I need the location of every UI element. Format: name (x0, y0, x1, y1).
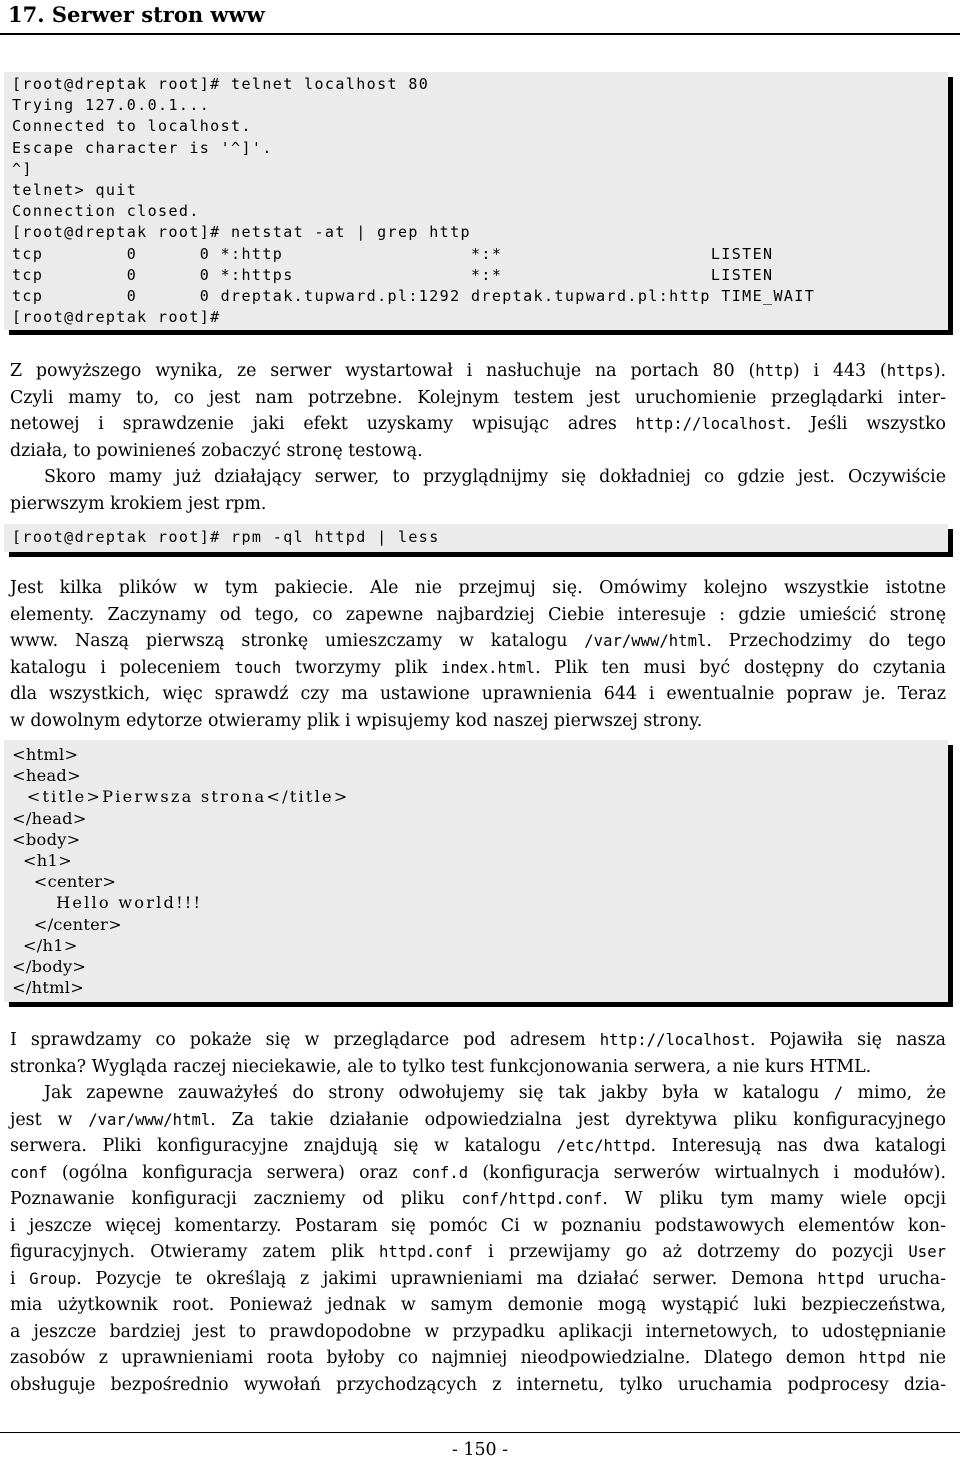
code-line: Connection closed. (12, 202, 200, 221)
text-line: Z powyższego wynika, ze serwer wystartował i nasłuchuje na portach 80 (http) i 443 (https). (10, 361, 947, 381)
text-line: Czyli mamy to, co jest nam potrzebne. Kolejnym testem jest uruchomienie przeglądarki inter- (10, 387, 946, 408)
paragraph-netstat-result (10, 358, 946, 464)
text-line: pierwszym krokiem jest rpm. (10, 493, 267, 514)
code-line: </head> (12, 808, 87, 828)
text-line: conf (ogólna konfiguracja serwera) oraz conf.d (konfiguracja serwerów wirtualnych i modułów). (10, 1162, 946, 1183)
text-line: i Group. Pozycje te określają z jakimi uprawnieniami ma działać serwer. Demona httpd urucha- (10, 1268, 946, 1289)
code-line: Hello world!!! (12, 893, 203, 913)
code-line: <h1> (12, 851, 72, 871)
text-line: jest w /var/www/html. Za takie działanie odpowiedzialna jest dyrektywa pliku konfiguracyjnego (10, 1109, 946, 1130)
code-line: [root@dreptak root]# netstat -at | grep http (12, 223, 471, 242)
code-line: tcp 0 0 *:https *:* LISTEN (12, 265, 774, 284)
code-line: <html> (12, 745, 79, 764)
paragraph-rpm-intro (10, 464, 946, 517)
code-line: <head> (12, 766, 81, 786)
text-line: katalogu i poleceniem touch tworzymy plik index.html. Plik ten musi być dostępny do czytania (10, 657, 947, 678)
text-line: w dowolnym edytorze otwieramy plik i wpisujemy kod naszej pierwszej strony. (10, 710, 703, 731)
text-line: mia użytkownik root. Ponieważ jednak w samym demonie mogą wystąpić luki bezpieczeństwa, (10, 1295, 946, 1315)
text-line: elementy. Zaczynamy od tego, co zapewne najbardziej Ciebie interesuje : gdzie umieścić stronę (10, 604, 946, 625)
code-line: ^] (12, 159, 33, 178)
text-line: Jak zapewne zauważyłeś do strony odwołujemy się tak jakby była w katalogu / mimo, że (44, 1083, 946, 1103)
text-line: i jeszcze więcej komentarzy. Postaram się pomóc Ci w poznaniu podstawowych elementów kon- (10, 1215, 946, 1236)
code-line: Escape character is '^]'. (12, 138, 273, 157)
code-block-telnet (4, 72, 948, 330)
paragraph-localhost-check (10, 1027, 946, 1080)
code-lines (4, 740, 948, 998)
code-line: tcp 0 0 *:http *:* LISTEN (12, 244, 774, 263)
text-line: serwera. Pliki konfiguracyjne znajdują się w katalogu /etc/httpd. Interesują nas dwa katalogi (10, 1136, 946, 1156)
code-line: [root@dreptak root]# rpm -ql httpd | less (12, 528, 440, 546)
paragraph-configuration (10, 1080, 946, 1398)
text-line: Jest kilka plików w tym pakiecie. Ale nie przejmuj się. Omówimy kolejno wszystkie istotne (10, 578, 946, 598)
footer-rule (0, 1432, 960, 1433)
code-line: telnet> quit (12, 181, 138, 200)
page-header (0, 0, 960, 38)
code-line: Connected to localhost. (12, 117, 252, 136)
page-number: - 150 - (451, 1440, 508, 1460)
code-lines (4, 72, 948, 328)
code-line: [root@dreptak root]# telnet localhost 80 (12, 75, 430, 93)
code-line: </center> (12, 914, 122, 934)
text-line: a jeszcze bardziej jest to prawdopodobne w przypadku aplikacji internetowych, to udostępnianie (10, 1321, 946, 1342)
code-line: <center> (12, 872, 117, 892)
text-line: dla wszystkich, więc sprawdź czy ma ustawione uprawnienia 644 i ewentualnie popraw je. Teraz (10, 684, 946, 704)
code-line: </body> (12, 957, 87, 977)
code-line: tcp 0 0 dreptak.tupward.pl:1292 dreptak.tupward.pl:http TIME_WAIT (12, 287, 816, 306)
text-line: Skoro mamy już działający serwer, to przyglądnijmy się dokładniej co gdzie jest. Oczywiście (44, 467, 946, 487)
text-line: Poznawanie konfiguracji zaczniemy od pliku conf/httpd.conf. W pliku tym mamy wiele opcji (10, 1189, 947, 1209)
text-line: www. Naszą pierwszą stronkę umieszczamy w katalogu /var/www/html. Przechodzimy do tego (10, 631, 947, 651)
text-line: działa, to powinieneś zobaczyć stronę testową. (10, 440, 423, 461)
text-line: netowej i sprawdzenie jaki efekt uzyskamy wpisując adres http://localhost. Jeśli wszystko (10, 414, 946, 434)
code-line: <title>Pierwsza strona</title> (12, 787, 350, 807)
code-line: [root@dreptak root]# (12, 308, 221, 327)
code-line: </h1> (12, 935, 78, 955)
code-line: <body> (12, 829, 81, 849)
code-block-rpm (4, 524, 948, 552)
code-line: </html> (12, 978, 85, 998)
header-rule (0, 33, 960, 35)
text-line: I sprawdzamy co pokaże się w przeglądarce pod adresem http://localhost. Pojawiła się nasza (10, 1030, 946, 1050)
paragraph-files (10, 575, 946, 734)
text-line: figuracyjnych. Otwieramy zatem plik httpd.conf i przewijamy go aż dotrzemy do pozycji User (10, 1242, 946, 1262)
code-block-html (4, 740, 948, 1002)
chapter-title: 17. Serwer stron www (8, 2, 265, 27)
text-line: stronka? Wygląda raczej nieciekawie, ale to tylko test funkcjonowania serwera, a nie kurs HTML. (10, 1056, 872, 1077)
code-lines (4, 524, 948, 548)
text-line: zasobów z uprawnieniami roota byłoby co najmniej nieodpowiedzialne. Dlatego demon httpd nie (10, 1348, 946, 1368)
text-line: obsługuje bezpośrednio wywołań przychodzących z internetu, tylko uruchamia podprocesy dzia- (10, 1374, 946, 1395)
code-line: Trying 127.0.0.1... (12, 96, 211, 115)
